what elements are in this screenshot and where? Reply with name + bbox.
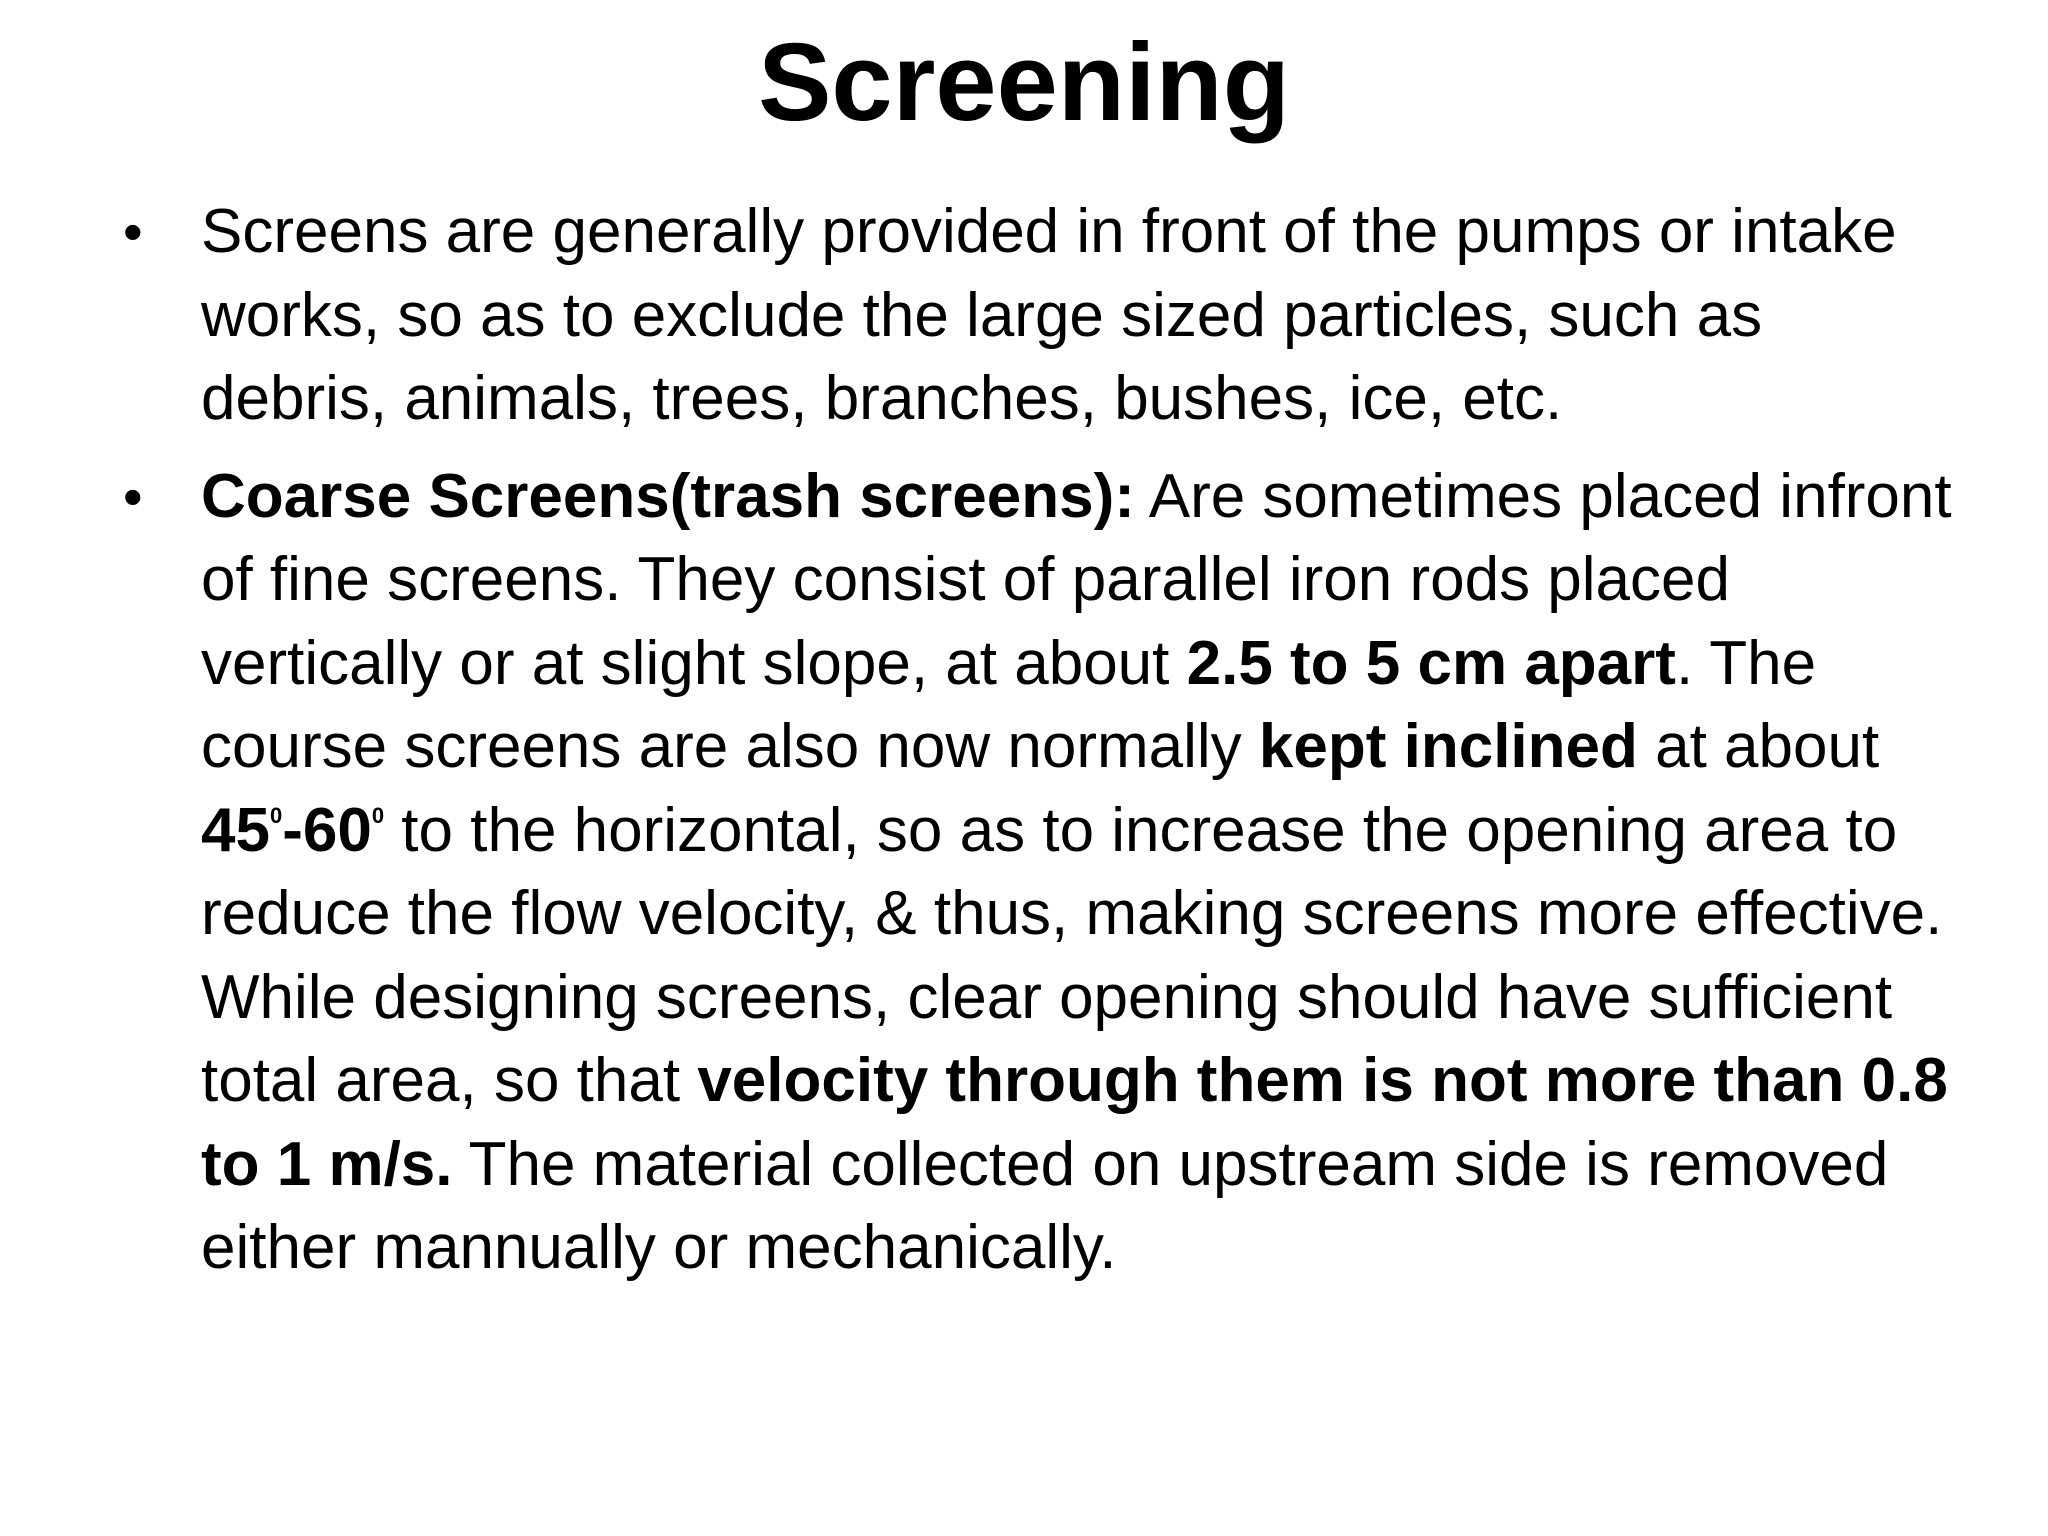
bullet-dot-icon: •: [123, 200, 143, 263]
bullet-item-screens: [0, 190, 1961, 441]
bullet-heading: Coarse Screens(trash screens):: [201, 461, 1135, 531]
inclination-phrase: kept inclined: [1258, 712, 1638, 781]
angle-min: 45: [201, 795, 270, 865]
degree-mark: 0: [371, 802, 385, 828]
slide-title: Screening: [758, 21, 1290, 144]
bullet-dot-icon: •: [123, 464, 143, 528]
bullet-text: Are sometimes placed infront of fine screens. They consist of parallel iron rods placed vertically or at slight slope, at about: [201, 461, 1952, 698]
angle-max: -60: [282, 795, 372, 865]
bullet-text: to the horizontal, so as to increase the opening area to reduce the flow velocity, & thus, making screens more effective. While designing screens, clear opening should have sufficient total area, so that: [201, 795, 1943, 1115]
bullet-list: [0, 190, 2048, 1304]
degree-mark: 0: [269, 802, 283, 828]
bullet-text: The material collected on upstream side is removed either mannually or mechanically.: [201, 1129, 1889, 1282]
spacing-value: 2.5 to 5 cm apart: [1186, 628, 1676, 698]
velocity-limit: velocity through them is not more than 0.8 to 1 m/s.: [201, 1046, 1948, 1199]
bullet-text: . The course screens are also now normally: [201, 628, 1817, 781]
bullet-text: at about: [1637, 712, 1880, 781]
bullet-text: Screens are generally provided in front of the pumps or intake works, so as to exclude the large sized particles, such as debris, animals, trees, branches, bushes, ice, etc.: [201, 197, 1897, 433]
bullet-item-coarse-screens: [0, 455, 1961, 1290]
